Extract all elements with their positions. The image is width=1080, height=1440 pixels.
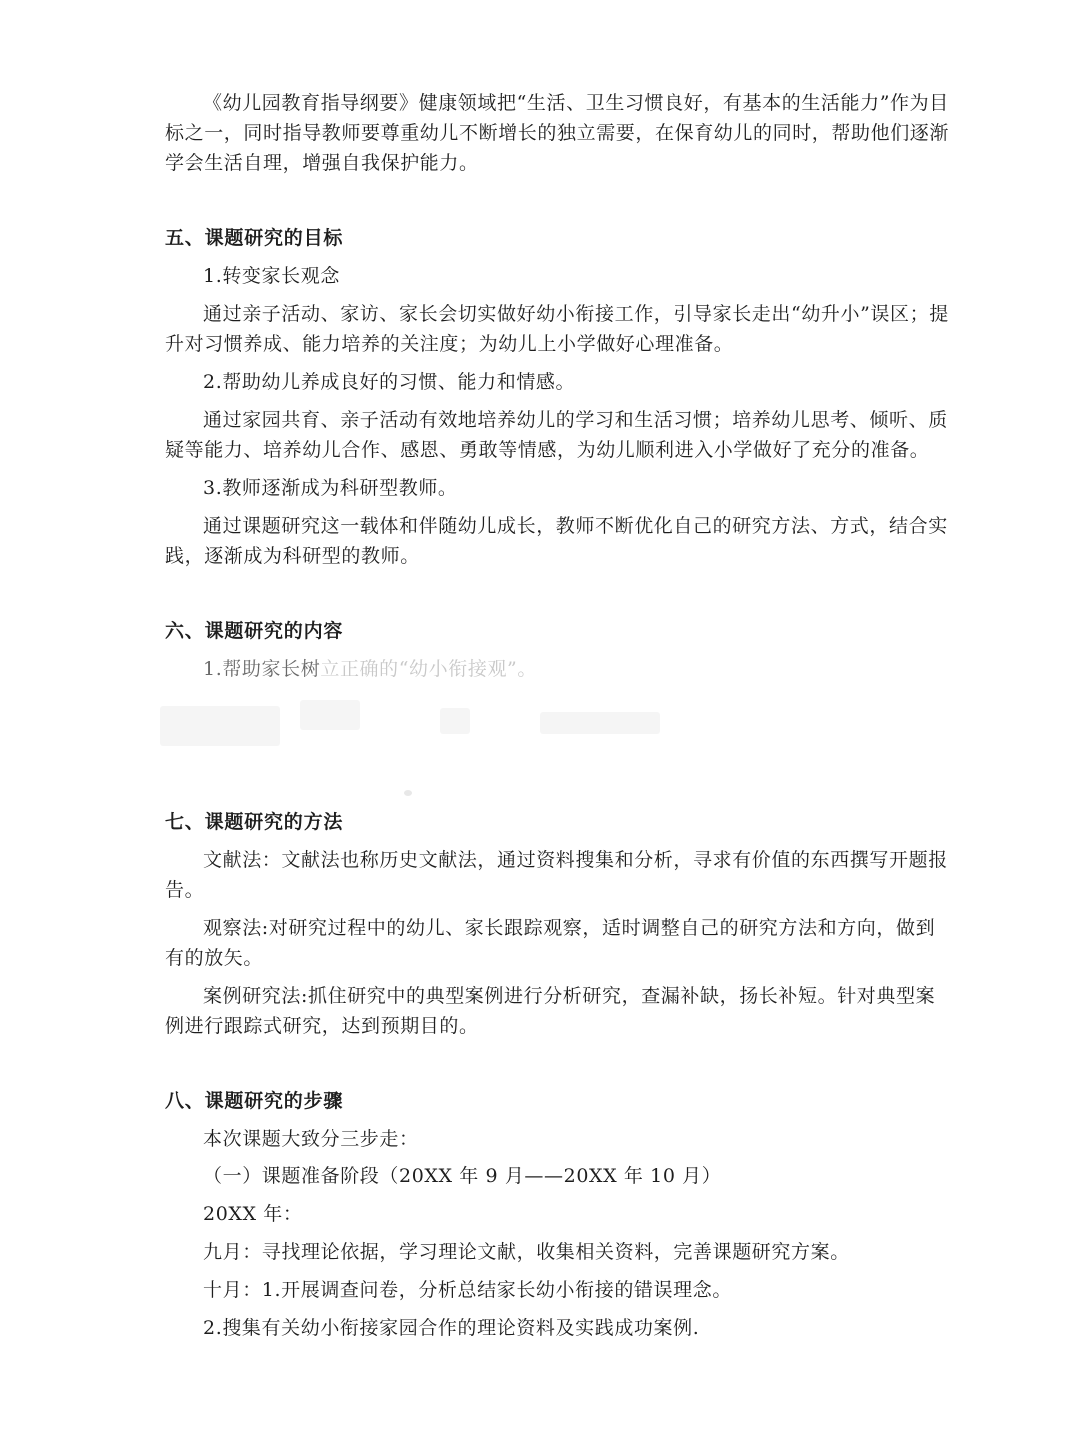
section-8-heading: 八、课题研究的步骤 [165, 1090, 344, 1112]
section-6-item-1-visible: 1.帮助家长树 [203, 658, 321, 680]
section-5-item-3-body-1: 通过课题研究这一载体和伴随幼儿成长，教师不断优化自己的研究方法、方式，结合实 [203, 515, 948, 537]
section-7-method-1-line-1: 文献法：文献法也称历史文献法，通过资料搜集和分析，寻求有价值的东西撰写开题报 [203, 849, 948, 871]
section-5-item-3-body-2: 践，逐渐成为科研型的教师。 [165, 545, 420, 567]
section-5-heading: 五、课题研究的目标 [165, 227, 344, 249]
washed-out-smudge [440, 708, 470, 734]
section-8-year: 20XX 年： [203, 1203, 303, 1225]
section-8-september: 九月：寻找理论依据，学习理论文献，收集相关资料，完善课题研究方案。 [203, 1241, 850, 1263]
section-5-item-2-title: 2.帮助幼儿养成良好的习惯、能力和情感。 [203, 371, 576, 393]
intro-line-1: 《幼儿园教育指导纲要》健康领域把“生活、卫生习惯良好，有基本的生活能力”作为目 [203, 92, 949, 114]
section-6-item-1 [203, 657, 537, 681]
section-5-item-1-body-2: 升对习惯养成、能力培养的关注度；为幼儿上小学做好心理准备。 [165, 333, 734, 355]
section-5-item-3-title: 3.教师逐渐成为科研型教师。 [203, 477, 458, 499]
section-5-item-2-body-2: 疑等能力、培养幼儿合作、感恩、勇敢等情感，为幼儿顺利进入小学做好了充分的准备。 [165, 439, 930, 461]
section-7-method-2-line-1: 观察法:对研究过程中的幼儿、家长跟踪观察，适时调整自己的研究方法和方向，做到 [203, 917, 936, 939]
washed-out-dot [404, 790, 412, 796]
section-7-method-2-line-2: 有的放矢。 [165, 947, 264, 969]
washed-out-smudge [540, 712, 660, 734]
section-8-october-item-2: 2.搜集有关幼小衔接家园合作的理论资料及实践成功案例. [203, 1317, 700, 1339]
section-8-phase-1: （一）课题准备阶段（20XX 年 9 月——20XX 年 10 月） [203, 1165, 722, 1187]
section-7-method-3-line-1: 案例研究法:抓住研究中的典型案例进行分析研究，查漏补缺，扬长补短。针对典型案 [203, 985, 936, 1007]
section-7-method-1-line-2: 告。 [165, 879, 205, 901]
intro-line-3: 学会生活自理，增强自我保护能力。 [165, 152, 479, 174]
section-5-item-1-title: 1.转变家长观念 [203, 265, 340, 287]
intro-line-2: 标之一，同时指导教师要尊重幼儿不断增长的独立需要，在保育幼儿的同时，帮助他们逐渐 [165, 122, 950, 144]
section-5-item-1-body-1: 通过亲子活动、家访、家长会切实做好幼小衔接工作，引导家长走出“幼升小”误区；提 [203, 303, 949, 325]
section-8-intro: 本次课题大致分三步走： [203, 1128, 419, 1150]
section-7-method-3-line-2: 例进行跟踪式研究，达到预期目的。 [165, 1015, 479, 1037]
washed-out-smudge [160, 706, 280, 746]
washed-out-smudge [300, 700, 360, 730]
section-6-heading: 六、课题研究的内容 [165, 620, 344, 642]
section-6-item-1-faded: 立正确的“幼小衔接观”。 [320, 658, 537, 680]
section-7-heading: 七、课题研究的方法 [165, 811, 344, 833]
section-8-october: 十月：1.开展调查问卷，分析总结家长幼小衔接的错误理念。 [203, 1279, 732, 1301]
section-5-item-2-body-1: 通过家园共育、亲子活动有效地培养幼儿的学习和生活习惯；培养幼儿思考、倾听、质 [203, 409, 948, 431]
